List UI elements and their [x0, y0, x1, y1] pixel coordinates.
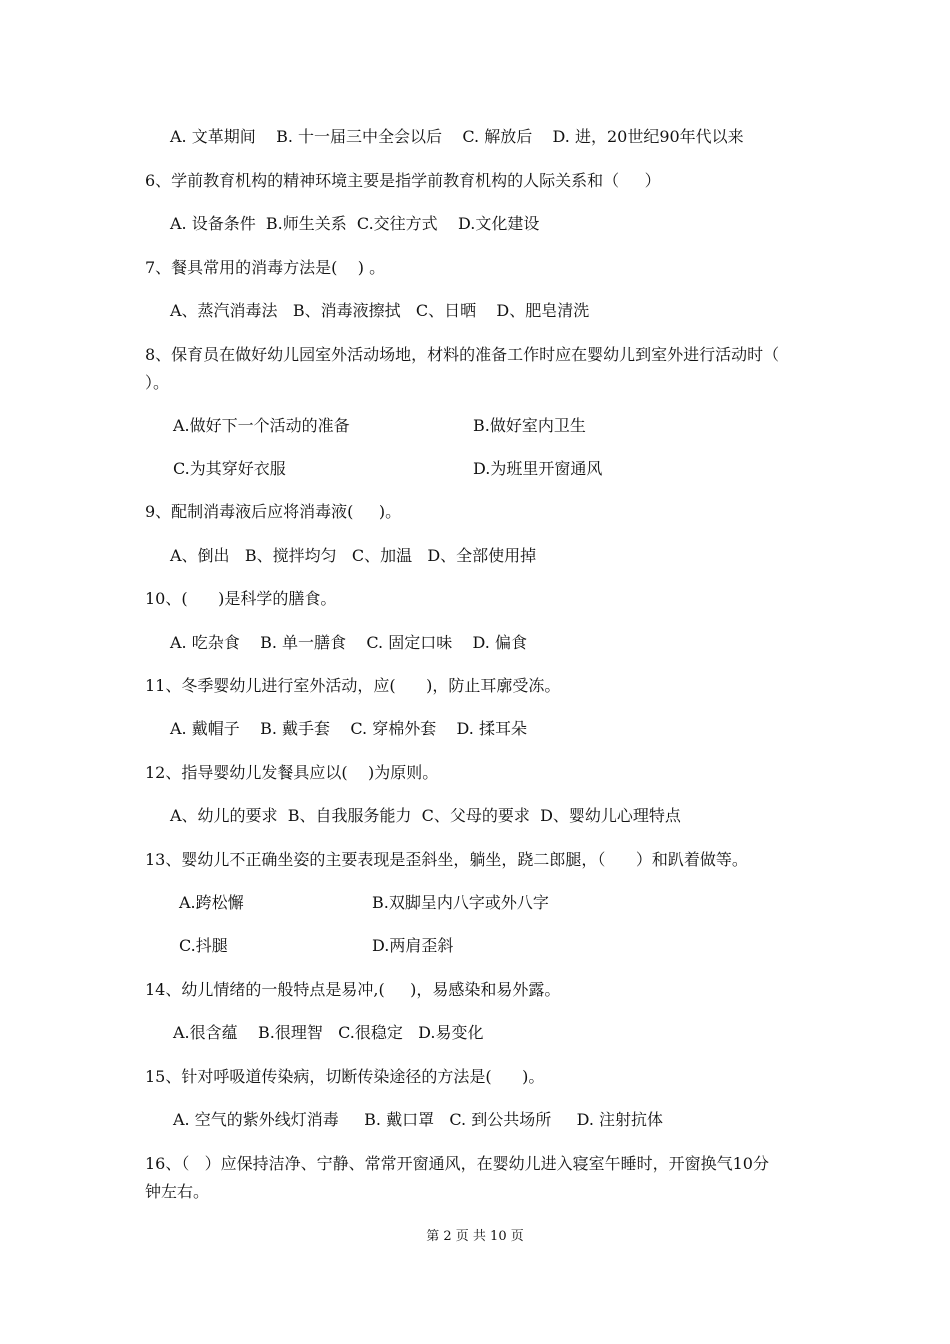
q7-question: 7、餐具常用的消毒方法是( ) 。 — [145, 258, 386, 277]
q15-question: 15、针对呼吸道传染病，切断传染途径的方法是( )。 — [145, 1067, 545, 1086]
q6-options: A. 设备条件 B.师生关系 C.交往方式 D.文化建设 — [170, 214, 540, 233]
q14-question: 14、幼儿情绪的一般特点是易冲,( )，易感染和易外露。 — [145, 980, 561, 999]
q9-options: A、倒出 B、搅拌均匀 C、加温 D、全部使用掉 — [170, 546, 537, 565]
q11-question: 11、冬季婴幼儿进行室外活动，应( )，防止耳廓受冻。 — [145, 676, 561, 695]
q13-option-b: B.双脚呈内八字或外八字 — [372, 893, 549, 912]
q8-question-line1: 8、保育员在做好幼儿园室外活动场地，材料的准备工作时应在婴幼儿到室外进行活动时（ — [145, 345, 780, 364]
page-footer: 第 2 页 共 10 页 — [426, 1229, 524, 1244]
q13-option-a: A.跨松懈 — [179, 893, 244, 912]
q8-option-c: C.为其穿好衣服 — [173, 459, 286, 478]
q7-options: A、蒸汽消毒法 B、消毒液擦拭 C、日晒 D、肥皂清洗 — [170, 301, 590, 320]
q8-option-b: B.做好室内卫生 — [473, 416, 586, 435]
q8-option-a: A.做好下一个活动的准备 — [173, 416, 350, 435]
q13-option-c: C.抖腿 — [179, 936, 228, 955]
q13-option-d: D.两肩歪斜 — [372, 936, 454, 955]
q8-question-line2: ）。 — [145, 373, 170, 392]
q16-question-line2: 钟左右。 — [145, 1182, 210, 1201]
q13-question: 13、婴幼儿不正确坐姿的主要表现是歪斜坐，躺坐，跷二郎腿，（ ）和趴着做等。 — [145, 850, 748, 869]
q8-option-d: D.为班里开窗通风 — [473, 459, 603, 478]
q6-question: 6、学前教育机构的精神环境主要是指学前教育机构的人际关系和（ ） — [145, 171, 661, 190]
q12-options: A、幼儿的要求 B、自我服务能力 C、父母的要求 D、婴幼儿心理特点 — [170, 806, 681, 825]
q10-question: 10、( )是科学的膳食。 — [145, 589, 337, 608]
q9-question: 9、配制消毒液后应将消毒液( )。 — [145, 502, 402, 521]
q16-question-line1: 16、（ ）应保持洁净、宁静、常常开窗通风，在婴幼儿进入寝室午睡时，开窗换气10分 — [145, 1154, 769, 1173]
q12-question: 12、指导婴幼儿发餐具应以( )为原则。 — [145, 763, 439, 782]
q14-options: A.很含蕴 B.很理智 C.很稳定 D.易变化 — [173, 1023, 484, 1042]
q5-options: A. 文革期间 B. 十一届三中全会以后 C. 解放后 D. 进，20世纪90年代以来 — [170, 127, 744, 146]
q11-options: A. 戴帽子 B. 戴手套 C. 穿棉外套 D. 揉耳朵 — [170, 719, 527, 738]
q15-options: A. 空气的紫外线灯消毒 B. 戴口罩 C. 到公共场所 D. 注射抗体 — [173, 1110, 664, 1129]
q10-options: A. 吃杂食 B. 单一膳食 C. 固定口味 D. 偏食 — [170, 633, 527, 652]
